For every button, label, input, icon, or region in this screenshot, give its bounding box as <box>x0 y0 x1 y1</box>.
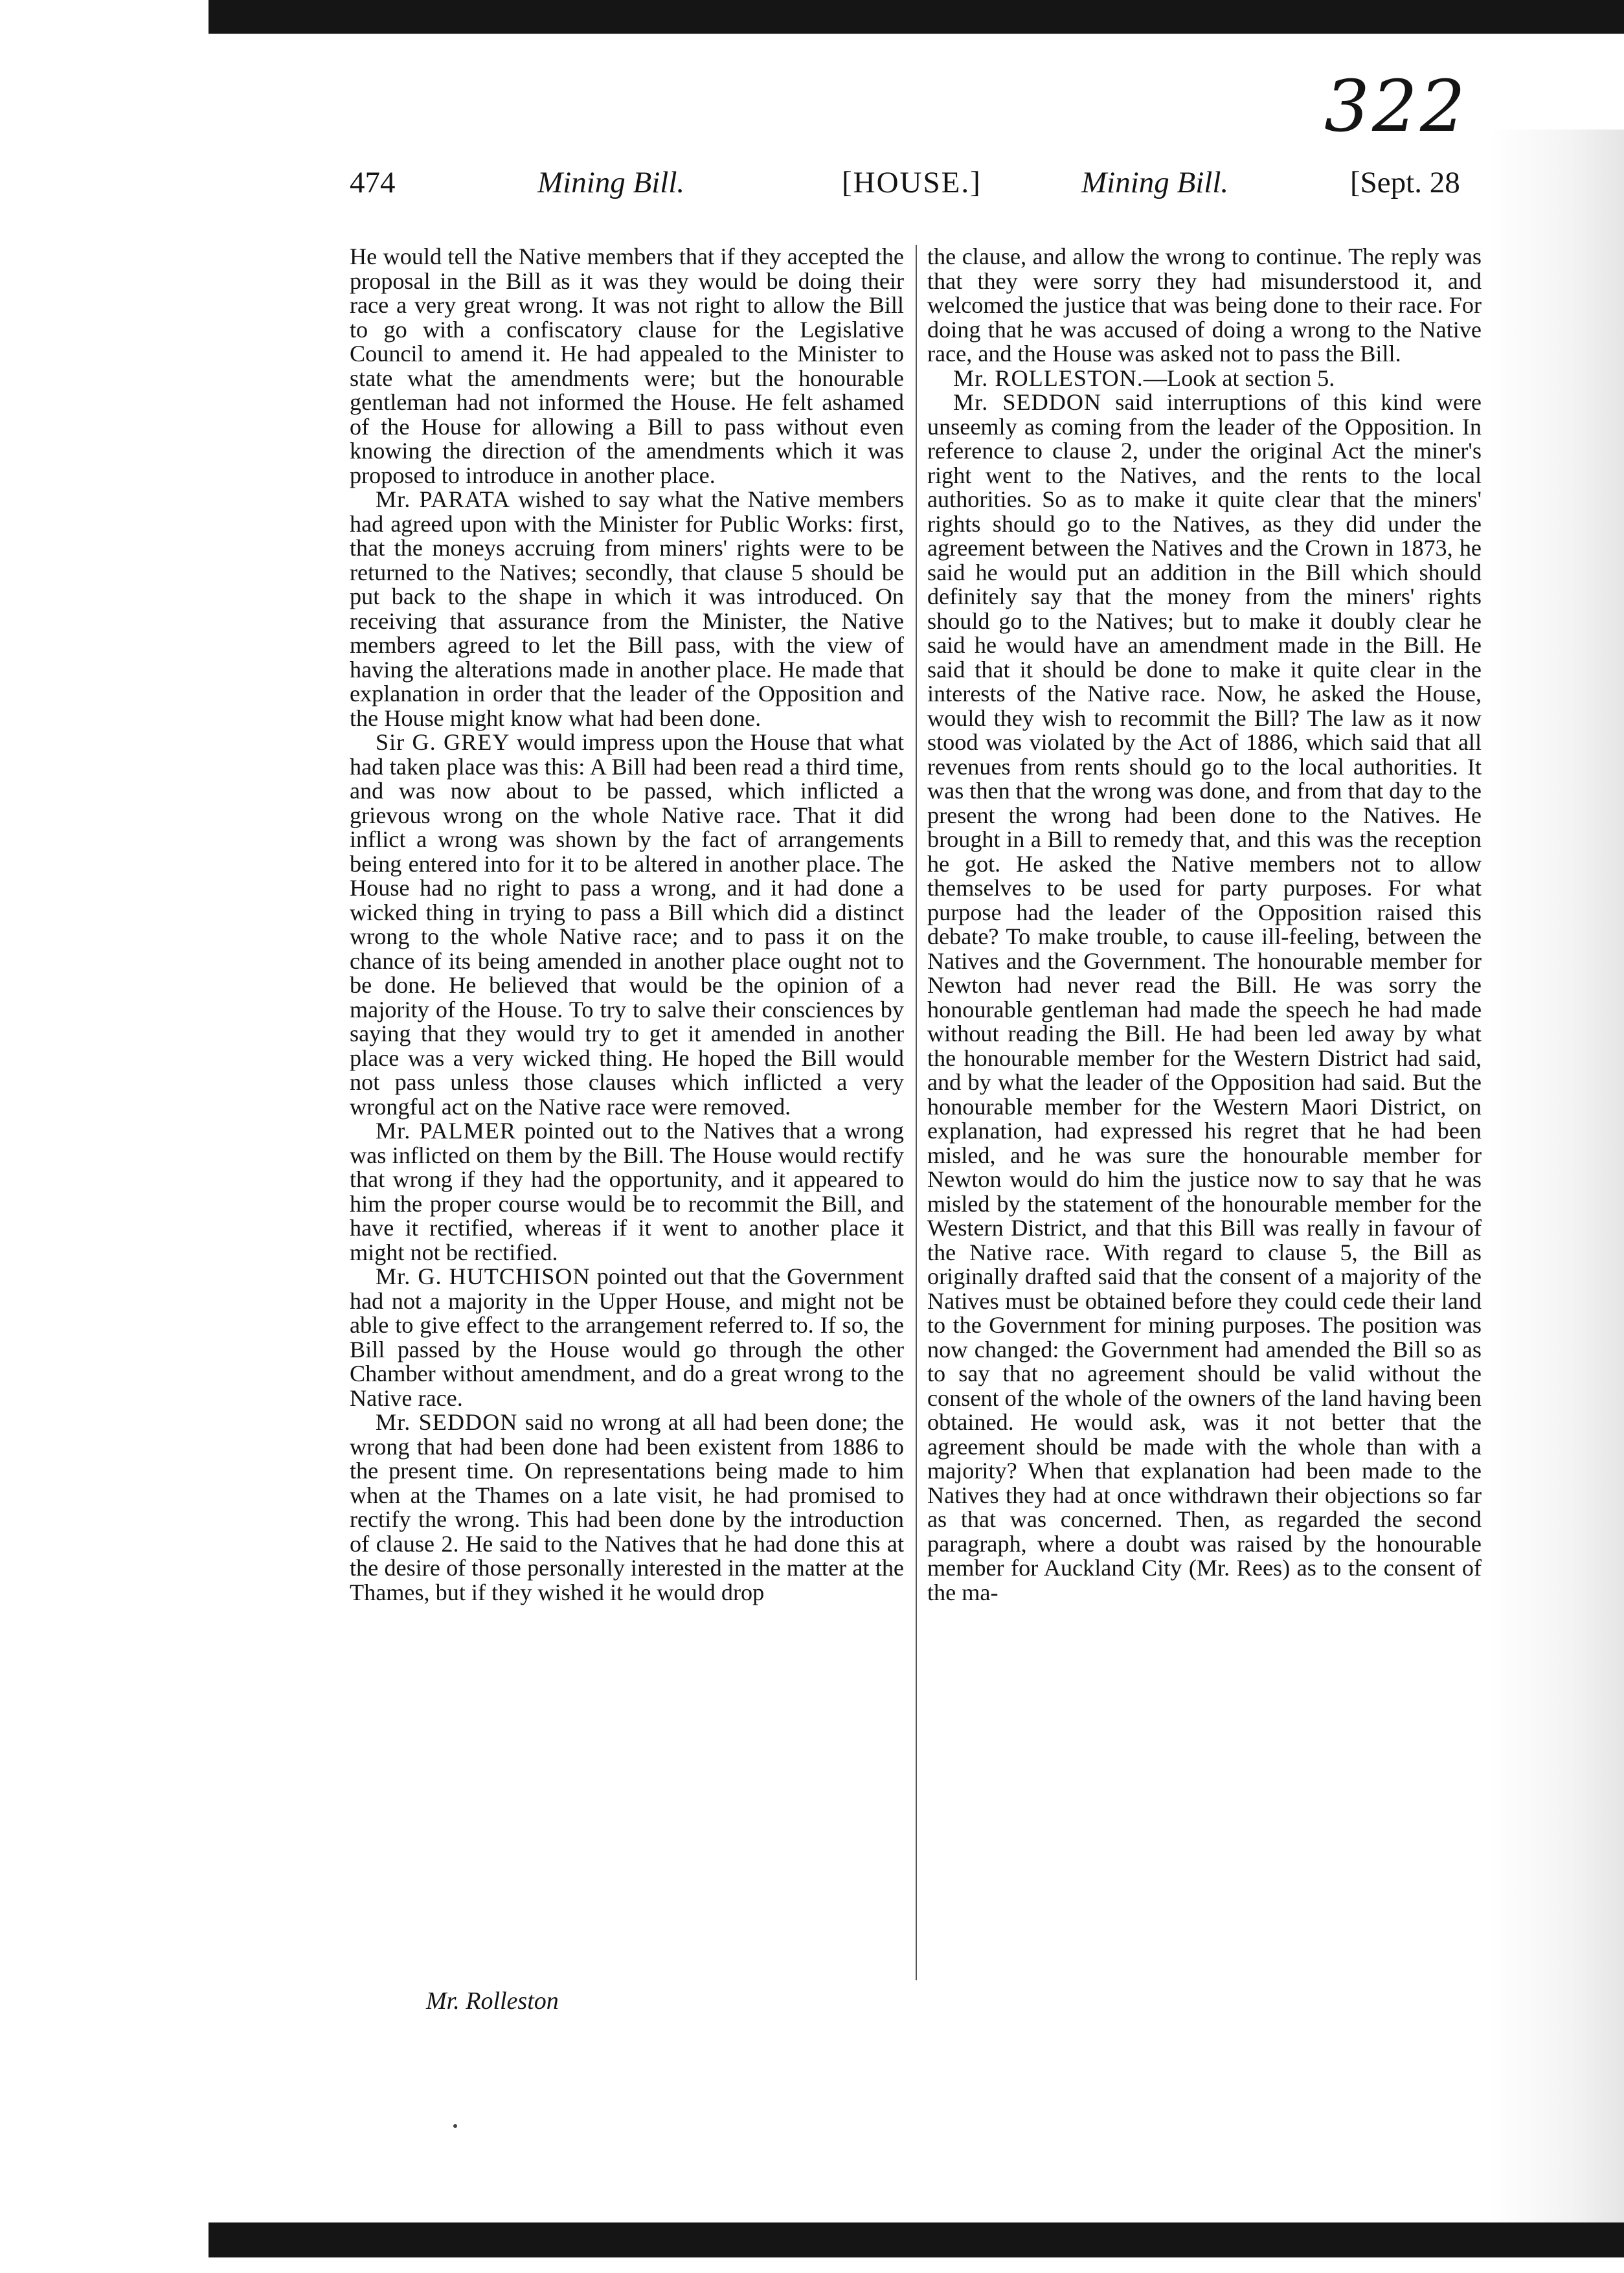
running-header <box>350 165 1476 217</box>
speaker-name: Mr. G. HUTCHISON <box>376 1263 591 1289</box>
speech-text: pointed out that the Government had not a majority in the Upper House, and might not be able to give effect to the arrangement referred to. If so, the Bill passed by the House would go through the other Chamber without amendment, and do a great wrong to the Native race. <box>350 1263 905 1411</box>
scan-speck <box>453 2124 457 2128</box>
paragraph <box>350 1265 904 1410</box>
speaker-name: Mr. PARATA <box>376 486 511 512</box>
paragraph: He would tell the Native members that if they accepted the proposal in the Bill as it was they would be doing their race a very great wrong. It was not right to allow the Bill to go with a confiscatory clause for the Legislative Council to amend it. He had appealed to the Minister to state what the amendments were; but the honourable gentleman had not informed the House. He felt ashamed of the House for allowing a Bill to pass without even knowing the direction of the amendments which it was proposed to introduce in another place. <box>350 243 904 488</box>
header-date: [Sept. 28 <box>1350 166 1460 199</box>
paragraph <box>350 1410 904 1605</box>
paragraph <box>350 488 904 730</box>
catchword-footer: Mr. Rolleston <box>426 1987 559 2015</box>
header-left-title: Mining Bill. <box>537 166 685 199</box>
speaker-name: Sir G. GREY <box>376 729 510 755</box>
speech-text: said no wrong at all had been done; the wrong that had been done had been existent from 1886 to the present time. On representations being made to him when at the Thames on a late visit, he had promised to rectify the wrong. This had been done by the introduction of clause 2. He said to the Natives that he had done this at the desire of those personally interested in the matter at the Thames, but if they wished it he would drop <box>350 1409 905 1605</box>
page-number: 474 <box>350 166 396 199</box>
speech-text: pointed out to the Natives that a wrong was inflicted on them by the Bill. The House would rectify that wrong if they had the opportunity, and it appeared to him the proper course would be to recommit the Bill, and have it rectified, whereas if it went to another place it might not be rectified. <box>350 1118 904 1265</box>
paragraph <box>350 1119 904 1265</box>
header-house: [HOUSE.] <box>842 166 982 199</box>
speech-text: wished to say what the Native members had agreed upon with the Minister for Public Works: first, that the moneys accruing from miners' rights were to be returned to the Natives; secondly, that clause 5 should be put back to the shape in which it was introduced. On receiving that assurance from the Minister, the Native members agreed to let the Bill pass, with the view of having the alterations made in another place. He made that explanation in order that the leader of the Opposition and the House might know what had been done. <box>350 486 904 731</box>
speaker-name: Mr. PALMER <box>376 1118 517 1144</box>
handwritten-folio-number: 322 <box>1324 65 1468 148</box>
paragraph <box>927 367 1482 391</box>
paragraph <box>350 730 904 1119</box>
scan-border-bottom <box>209 2222 1624 2257</box>
speech-text: would impress upon the House that what had taken place was this: A Bill had been read a third time, and was now about to be passed, which inflicted a grievous wrong on the whole Native race. That it did inflict a wrong was shown by the fact of arrangements being entered into for it to be altered in another place. The House had no right to pass a wrong, and it had done a wicked thing in trying to pass a Bill which did a distinct wrong to the whole Native race; and to pass it on the chance of its being amended in another place ought not to be done. He believed that would be the opinion of a majority of the House. To try to salve their consciences by saying that they would try to get it amended in another place was a very wicked thing. He hoped the Bill would not pass unless those clauses which inflicted a very wrongful act on the Native race were removed. <box>350 729 905 1120</box>
right-column <box>927 245 1482 1605</box>
speaker-name: Mr. ROLLESTON. <box>953 365 1144 391</box>
speech-text: —Look at section 5. <box>1143 365 1335 391</box>
left-column <box>350 245 904 1605</box>
speaker-name: Mr. SEDDON <box>953 389 1102 415</box>
paragraph <box>927 390 1482 1605</box>
header-right-title: Mining Bill. <box>1081 166 1229 199</box>
speech-text: said interruptions of this kind were unseemly as coming from the leader of the Opposition. In reference to clause 2, under the original Act the miner's right went to the Natives, and the rents to the local authorities. So as to make it quite clear that the miners' rights should go to the Natives, as they did under the agreement between the Natives and the Crown in 1873, he said he would put an addition in the Bill which should definitely say that the money from the miners' rights should go to the Natives; but to make it doubly clear he said he would have an amendment made in the Bill. He said that it should be done to make it quite clear in the interests of the Native race. Now, he asked the House, would they wish to recommit the Bill? The law as it now stood was violated by the Act of 1886, which said that all revenues from rents should go to the local authorities. It was then that the wrong was done, and from that day to the present the wrong had been done to the Natives. He brought in a Bill to remedy that, and this was the reception he got. He asked the Native members not to allow themselves to be used for party purposes. For what purpose had the leader of the Opposition raised this debate? To make trouble, to cause ill-feeling, between the Natives and the Government. The honourable member for Newton had never read the Bill. He was sorry the honourable gentleman had made the speech he had made without reading the Bill. He had been led away by what the honourable member for the Western District had said, and by what the leader of the Opposition had said. But the honourable member for the Western Maori District, on explanation, had expressed his regret that he had been misled, and he was sure the honourable member for Newton would do him the justice now to say that he was misled by the statement of the honourable member for the Western District, and that this Bill was really in favour of the Native race. With regard to clause 5, the Bill as originally drafted said that the consent of a majority of the Natives must be obtained before they could cede their land to the Government for mining purposes. The position was now changed: the Government had amended the Bill so as to say that no agreement should be valid without the consent of the whole of the owners of the land having been obtained. He would ask, was it not better that the agreement should be made with the whole than with a majority? When that explanation had been made to the Natives they had at once withdrawn their objections so far as that was concerned. Then, as regarded the second paragraph, where a doubt was raised by the honourable member for Auckland City (Mr. Rees) as to the consent of the ma- <box>927 389 1482 1605</box>
scan-border-top <box>209 0 1624 34</box>
scan-shadow-edge <box>1489 130 1624 2222</box>
paragraph: the clause, and allow the wrong to continue. The reply was that they were sorry they had misunderstood it, and welcomed the justice that was being done to their race. For doing that he was accused of doing a wrong to the Native race, and the House was asked not to pass the Bill. <box>927 243 1482 367</box>
column-divider <box>916 245 917 1980</box>
speaker-name: Mr. SEDDON <box>376 1409 518 1435</box>
